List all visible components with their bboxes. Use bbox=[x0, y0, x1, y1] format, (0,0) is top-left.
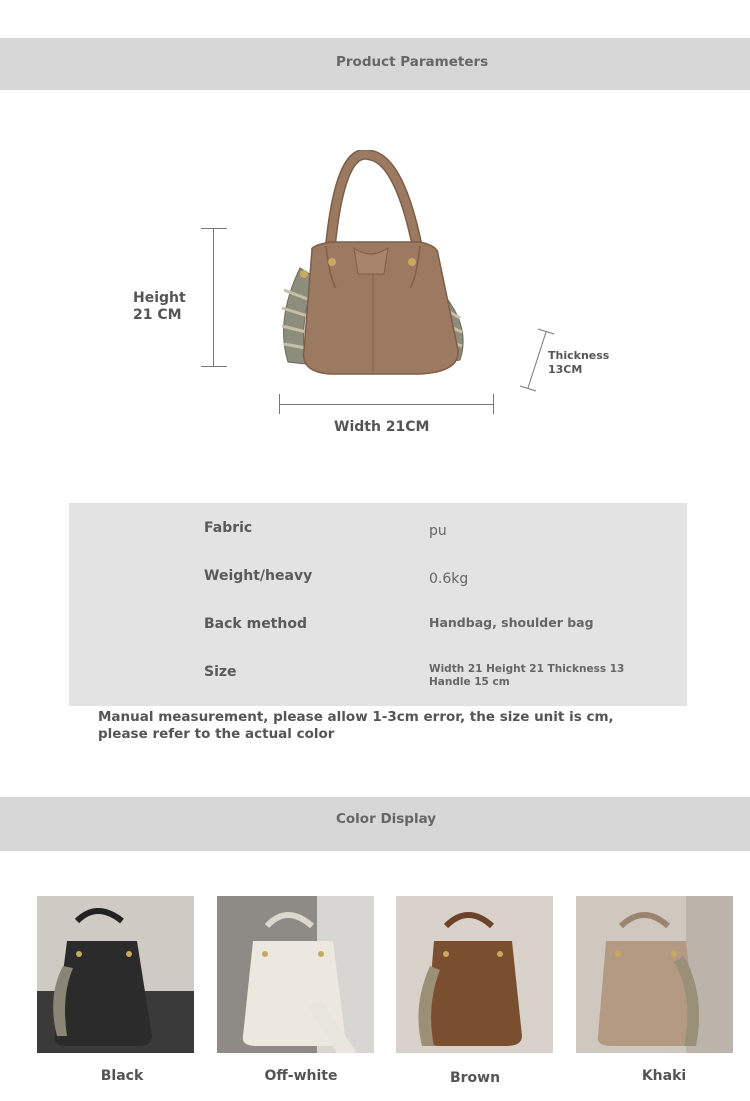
section-title: Product Parameters bbox=[336, 54, 489, 70]
section-title: Color Display bbox=[336, 811, 437, 827]
param-label-size: Size bbox=[204, 664, 237, 680]
height-tick-top bbox=[201, 228, 227, 229]
thickness-label: Thickness 13CM bbox=[548, 349, 610, 376]
param-value-weight: 0.6kg bbox=[429, 571, 469, 587]
width-tick-right bbox=[493, 394, 494, 414]
height-line bbox=[213, 228, 214, 366]
swatch-off-white[interactable] bbox=[217, 896, 374, 1053]
color-label-black: Black bbox=[100, 1068, 144, 1084]
color-display-band bbox=[0, 797, 750, 851]
bag-photo-brown bbox=[396, 896, 553, 1053]
height-label: Height 21 CM bbox=[133, 290, 186, 323]
param-label-weight: Weight/heavy bbox=[204, 568, 313, 584]
swatch-khaki[interactable] bbox=[576, 896, 733, 1053]
param-label-back-method: Back method bbox=[204, 616, 307, 632]
handbag-illustration bbox=[270, 150, 480, 380]
param-value-back-method: Handbag, shoulder bag bbox=[429, 615, 594, 630]
color-label-off-white: Off-white bbox=[264, 1068, 338, 1084]
measurement-note: Manual measurement, please allow 1-3cm error, the size unit is cm, please refer to the actual color bbox=[98, 709, 614, 742]
param-value-fabric: pu bbox=[429, 523, 447, 539]
width-label: Width 21CM bbox=[334, 419, 430, 435]
color-label-brown: Brown bbox=[449, 1070, 501, 1086]
bag-photo-black bbox=[37, 896, 194, 1053]
swatch-black[interactable] bbox=[37, 896, 194, 1053]
param-label-fabric: Fabric bbox=[204, 520, 253, 536]
swatch-brown[interactable] bbox=[396, 896, 553, 1053]
color-label-khaki: Khaki bbox=[641, 1068, 687, 1084]
height-tick-bottom bbox=[201, 366, 227, 367]
header-band bbox=[0, 38, 750, 90]
param-value-size: Width 21 Height 21 Thickness 13 Handle 15 cm bbox=[429, 663, 625, 688]
bag-photo-khaki bbox=[576, 896, 733, 1053]
width-line bbox=[279, 404, 494, 405]
product-image bbox=[270, 150, 480, 380]
bag-photo-off-white bbox=[217, 896, 374, 1053]
